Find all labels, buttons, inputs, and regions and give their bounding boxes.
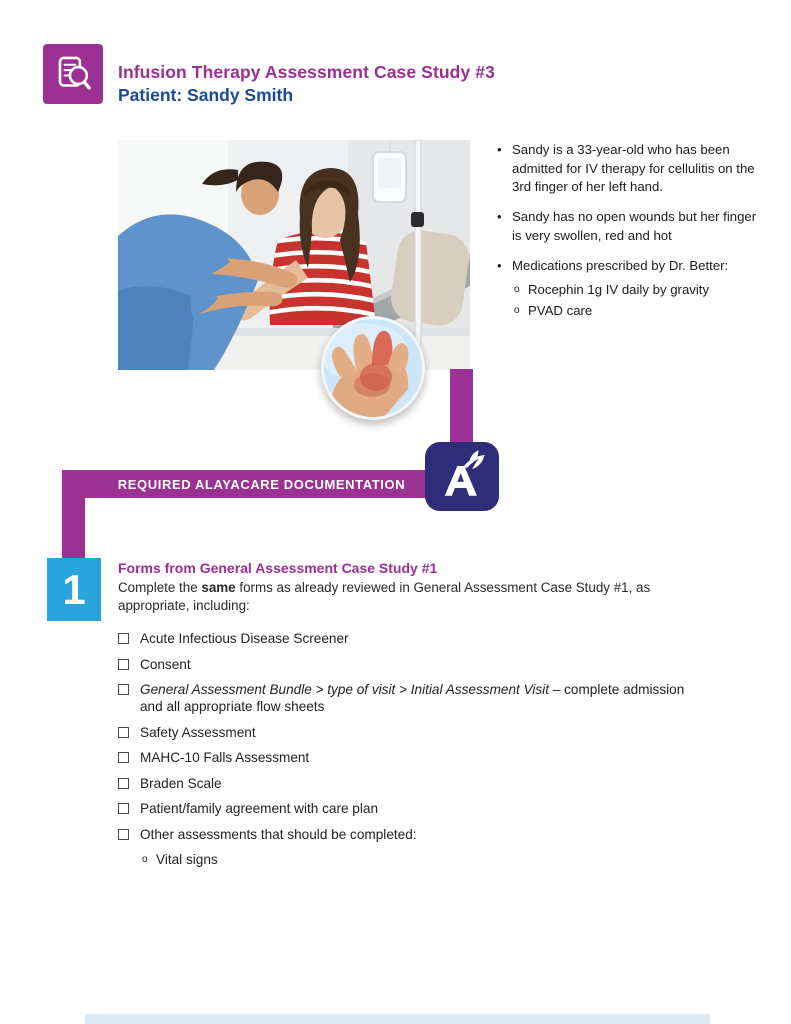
forms-checklist <box>118 631 718 867</box>
checklist-label: MAHC-10 Falls Assessment <box>140 750 310 766</box>
checklist-item <box>118 631 718 648</box>
photo-illustration <box>118 140 470 370</box>
checklist-item <box>118 750 718 767</box>
sub-bullet-marker: o <box>142 854 148 866</box>
swollen-hand-illustration <box>324 319 422 417</box>
bullet-marker: • <box>497 142 502 157</box>
alayacare-leaf-a-icon <box>433 450 491 504</box>
checklist-label: General Assessment Bundle > type of visit > Initial Assessment Visit – complete admission and all appropriate flow sheets <box>140 682 685 714</box>
note-text: Sandy has no open wounds but her finger is very swollen, red and hot <box>512 209 757 243</box>
forms-section <box>118 560 718 876</box>
sub-bullet-marker: o <box>514 305 520 317</box>
checklist-item <box>118 682 718 715</box>
case-notes-list <box>497 141 769 323</box>
checklist-item <box>118 657 718 674</box>
note-text: Sandy is a 33-year-old who has been admitted for IV therapy for cellulitis on the 3rd finger of her left hand. <box>512 142 755 195</box>
document-magnifier-glyph <box>50 51 96 97</box>
patient-photo <box>118 140 470 370</box>
bullet-marker: • <box>497 209 502 225</box>
checkbox-icon <box>118 752 129 763</box>
patient-name: Patient: Sandy Smith <box>118 85 294 105</box>
checkbox-icon <box>118 778 129 789</box>
note-text: Medications prescribed by Dr. Better: o Rocephin 1g IV daily by gravity o PVAD care <box>512 257 728 323</box>
step-number: 1 <box>62 565 86 613</box>
checklist-label: Patient/family agreement with care plan <box>140 801 379 817</box>
sub-bullet-marker: o <box>514 284 520 296</box>
checkbox-icon <box>118 803 129 814</box>
list-item <box>497 208 769 245</box>
checklist-item <box>118 801 718 818</box>
swollen-hand-inset <box>321 316 425 420</box>
connector-vertical-bar <box>450 369 473 445</box>
alayacare-logo <box>425 442 499 511</box>
document-magnifier-icon <box>43 44 103 104</box>
banner-label: REQUIRED ALAYACARE DOCUMENTATION <box>117 476 406 492</box>
section-intro: Complete the same forms as already reviewed in General Assessment Case Study #1, as appropriate, including: <box>118 580 651 614</box>
bullet-marker: • <box>497 257 502 273</box>
page-title: Infusion Therapy Assessment Case Study #3 <box>118 62 495 82</box>
list-item <box>497 257 769 323</box>
list-item <box>497 141 769 197</box>
section-banner <box>62 470 461 498</box>
checklist-item <box>118 827 718 844</box>
checklist-item <box>118 776 718 793</box>
section-heading-bold: General Assessment Case Study #1 <box>199 560 438 576</box>
checklist-label: Safety Assessment <box>140 724 256 740</box>
checklist-item <box>118 725 718 742</box>
subnote-text: PVAD care <box>528 303 593 319</box>
checklist-sub-label: Vital signs <box>156 852 218 868</box>
subnote-text: Rocephin 1g IV daily by gravity <box>528 282 710 298</box>
checklist-label: Braden Scale <box>140 775 222 791</box>
checkbox-icon <box>118 633 129 644</box>
checkbox-icon <box>118 659 129 670</box>
section-heading <box>118 560 718 576</box>
connector-left-leg <box>62 493 85 559</box>
step-number-badge <box>47 558 101 621</box>
checkbox-icon <box>118 684 129 695</box>
checkbox-icon <box>118 829 129 840</box>
checklist-sub-item <box>142 852 718 867</box>
sub-list-item <box>514 281 728 300</box>
checklist-label: Other assessments that should be completed: <box>140 826 417 842</box>
sub-list-item <box>514 302 728 321</box>
checkbox-icon <box>118 727 129 738</box>
checklist-label: Acute Infectious Disease Screener <box>140 631 349 647</box>
checklist-label: Consent <box>140 656 191 672</box>
section-heading-prefix: Forms from <box>118 560 200 576</box>
footer-accent-bar <box>85 1014 710 1024</box>
